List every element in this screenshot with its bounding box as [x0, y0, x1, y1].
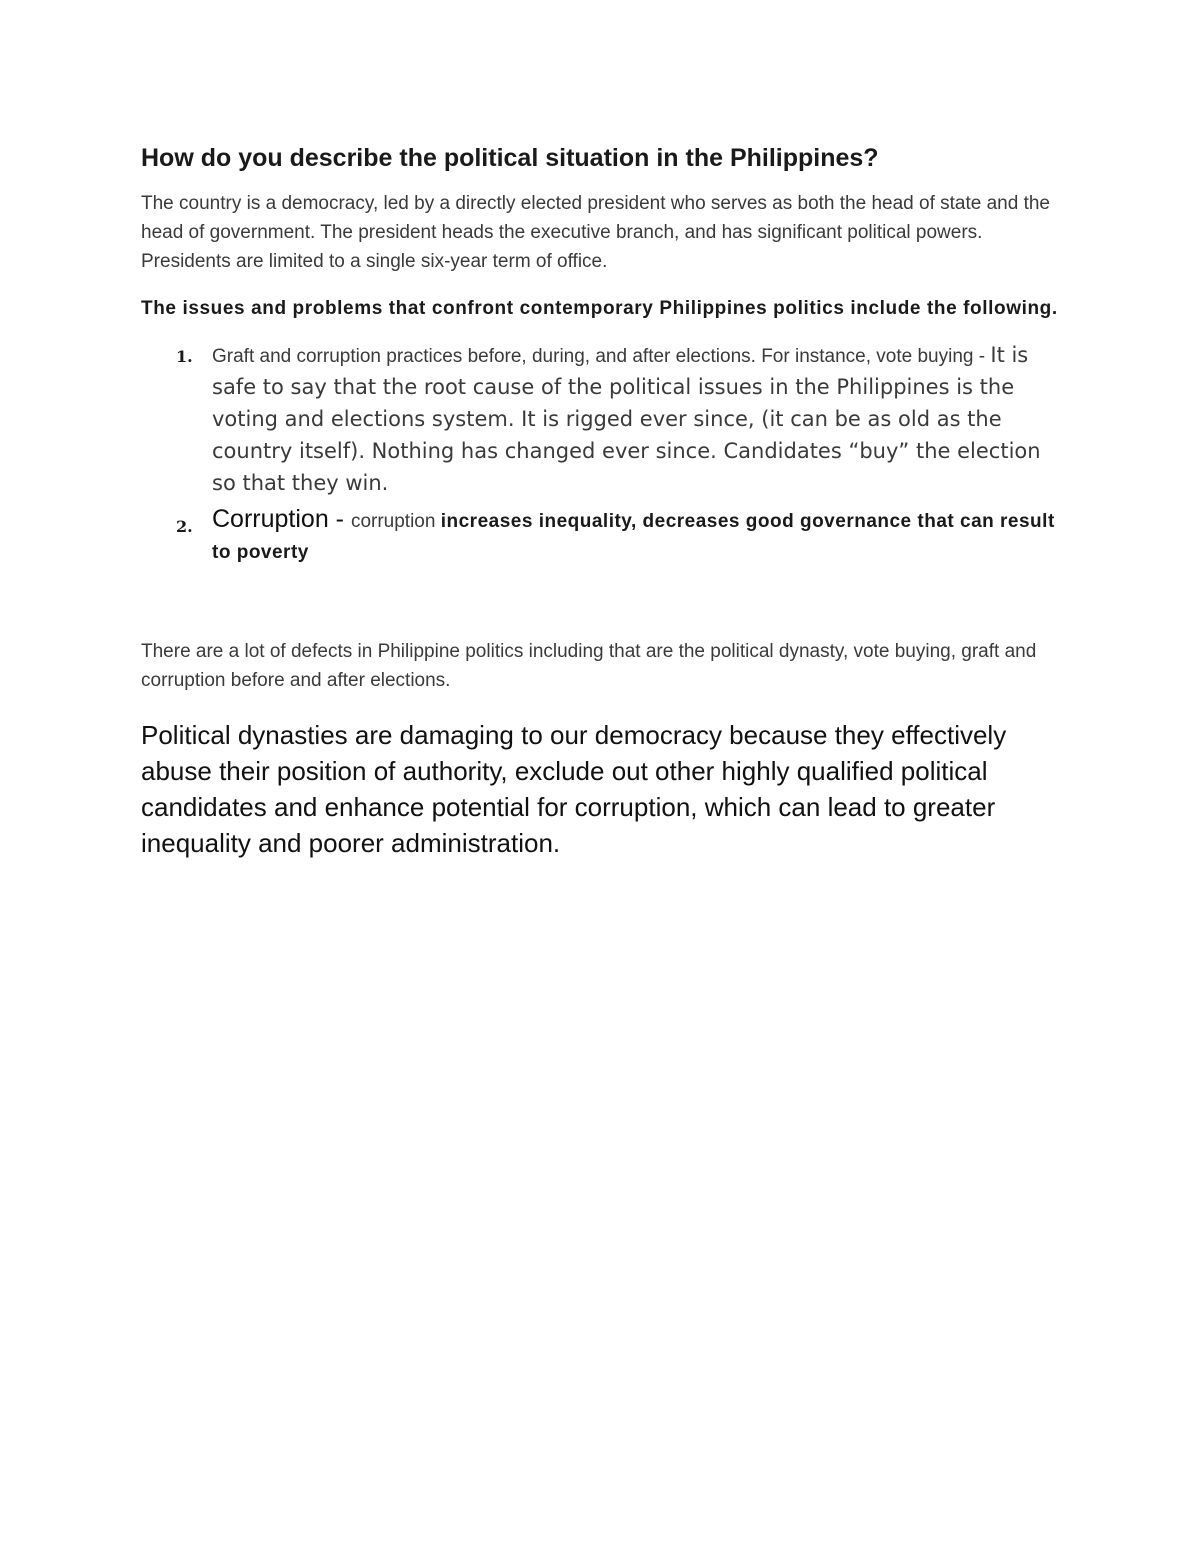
list-number: 1. — [176, 347, 193, 366]
list-item — [141, 504, 1066, 569]
issue-small-text: corruption — [350, 511, 441, 532]
intro-paragraph: The country is a democracy, led by a directly elected president who serves as both the head of state and the head of government. The president heads the executive branch, and has significant political powers. Presidents are limited to a single six-year term of office. — [141, 193, 1050, 272]
issue-detail-text: It is safe to say that the root cause of the political issues in the Philippines is the voting and elections system. It is rigged ever since, (it can be as old as the country itself). Nothing has changed ever since. Candidates “buy” the election so that they win. — [212, 343, 1041, 495]
dynasties-paragraph: Political dynasties are damaging to our democracy because they effectively abuse their position of authority, exclude out other highly qualified political candidates and enhance potential for corruption, which can lead to greater inequality and poorer administration. — [141, 720, 1007, 858]
issue-detail-text: increases inequality, decreases good governance that can result to poverty — [212, 511, 1055, 563]
list-number: 2. — [176, 517, 193, 536]
issues-list — [141, 340, 1066, 569]
document-title: How do you describe the political situation in the Philippines? — [141, 144, 879, 172]
document-body — [141, 141, 1066, 861]
issue-lead-text: Corruption - — [212, 505, 351, 533]
list-item — [141, 340, 1066, 500]
defects-paragraph: There are a lot of defects in Philippine politics including that are the political dynasty, vote buying, graft and corruption before and after elections. — [141, 641, 1037, 691]
issues-heading: The issues and problems that confront contemporary Philippines politics include the following. — [141, 298, 1058, 319]
issue-lead-text: Graft and corruption practices before, during, and after elections. For instance, vote buying - — [212, 346, 991, 367]
